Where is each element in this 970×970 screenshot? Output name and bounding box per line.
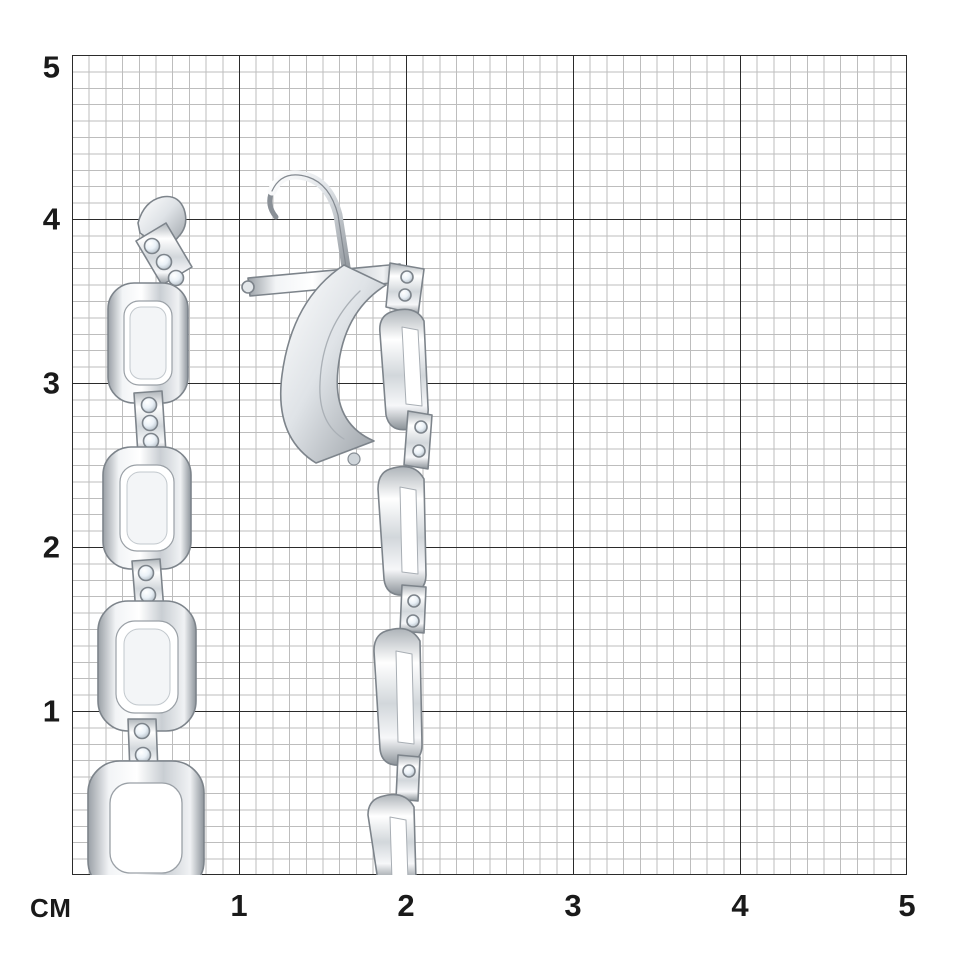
x-tick-4: 4 — [731, 888, 749, 923]
x-tick-1: 1 — [230, 888, 248, 923]
x-tick-5: 5 — [898, 888, 916, 923]
y-tick-3: 3 — [42, 365, 60, 401]
y-tick-4: 4 — [42, 201, 60, 237]
measurement-grid — [72, 55, 907, 875]
y-tick-1: 1 — [42, 693, 60, 729]
x-tick-3: 3 — [564, 888, 582, 923]
y-tick-2: 2 — [42, 529, 60, 565]
grid-lines — [72, 55, 907, 875]
y-tick-5: 5 — [42, 49, 60, 85]
unit-label: CM — [30, 893, 72, 923]
x-tick-2: 2 — [397, 888, 415, 923]
y-axis-labels — [0, 49, 60, 875]
x-axis-labels — [72, 888, 916, 930]
